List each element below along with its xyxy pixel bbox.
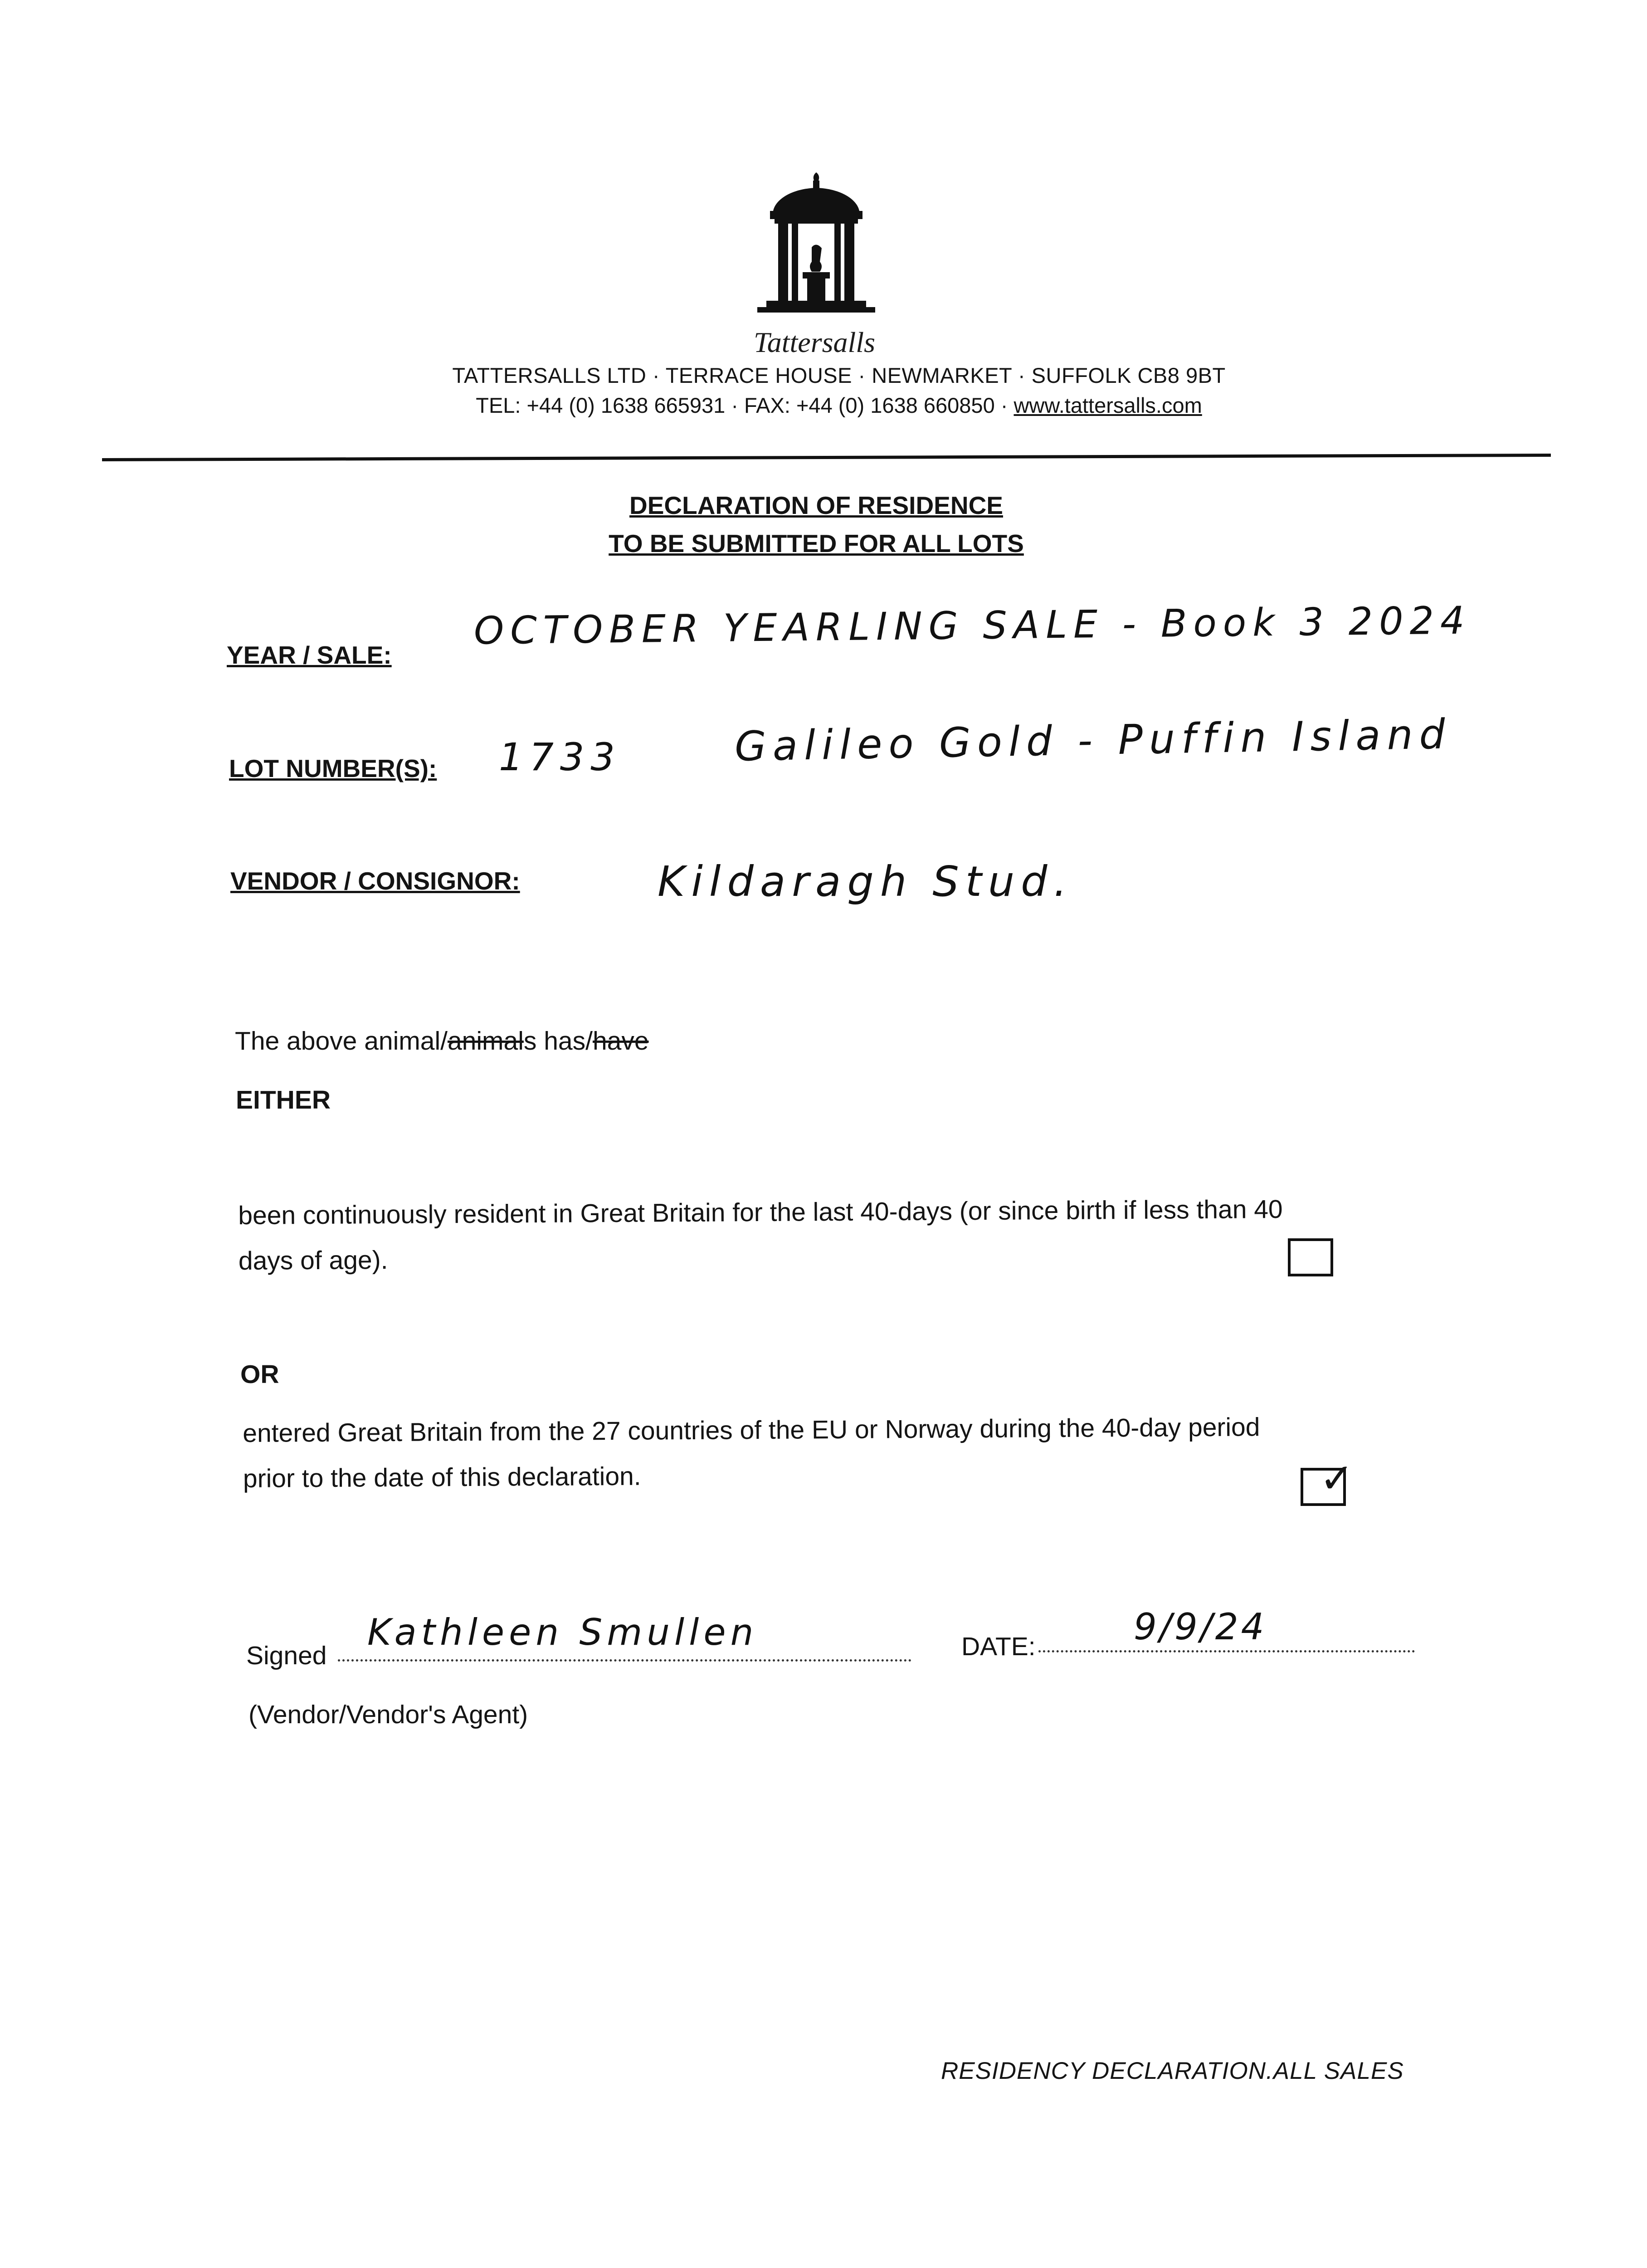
vendor-value[interactable]: Kildaragh Stud. [658, 857, 1073, 906]
date-value[interactable]: 9/9/24 [1134, 1606, 1267, 1648]
year-sale-label: YEAR / SALE: [227, 641, 392, 669]
struck-animals: animal [447, 1026, 524, 1056]
checkmark-icon: ✓ [1320, 1455, 1354, 1502]
header-divider [102, 454, 1551, 461]
document-title [499, 486, 1134, 562]
option-1-line-1: been continuously resident in Great Britain for the last 40-days (or since birth if less than 40 [238, 1194, 1283, 1230]
vendor-label: VENDOR / CONSIGNOR: [230, 867, 520, 895]
signer-role: (Vendor/Vendor's Agent) [249, 1700, 528, 1729]
date-label: DATE: [961, 1632, 1036, 1661]
contact-line [317, 393, 1360, 418]
statement-intro [235, 1018, 649, 1064]
year-sale-value[interactable]: OCTOBER YEARLING SALE - Book 3 2024 [473, 598, 1471, 653]
lot-number-value[interactable]: 1733 [499, 735, 621, 779]
phone-fax: TEL: +44 (0) 1638 665931 · FAX: +44 (0) 1638 660850 · [476, 393, 1014, 417]
temple-logo-icon [748, 168, 884, 331]
lot-horse-value[interactable]: Galileo Gold - Puffin Island [734, 710, 1452, 771]
company-address: TATTERSALLS LTD · TERRACE HOUSE · NEWMARKET · SUFFOLK CB8 9BT [452, 363, 1226, 387]
signature-value[interactable]: Kathleen Smullen [367, 1611, 758, 1653]
option-2-text [243, 1404, 1260, 1501]
option-2-line-1: entered Great Britain from the 27 countries of the EU or Norway during the 40-day period [243, 1413, 1260, 1448]
intro-prefix: The above animal/ [235, 1026, 448, 1056]
option-1-line-2: days of age). [238, 1245, 388, 1276]
or-label: OR [240, 1360, 279, 1389]
struck-have: have [592, 1026, 649, 1056]
option-2-line-2: prior to the date of this declaration. [243, 1461, 641, 1493]
tattersalls-logo [748, 168, 884, 331]
website-link[interactable]: www.tattersalls.com [1014, 393, 1202, 417]
lot-number-label: LOT NUMBER(S): [229, 754, 437, 782]
either-label: EITHER [236, 1085, 331, 1114]
intro-mid: s has/ [523, 1026, 593, 1056]
option-1-text [238, 1187, 1283, 1284]
brand-name: Tattersalls [754, 326, 875, 358]
form-footer: RESIDENCY DECLARATION.ALL SALES [941, 2058, 1404, 2084]
title-line-1: DECLARATION OF RESIDENCE [629, 491, 1003, 519]
signed-label: Signed [246, 1641, 327, 1670]
option-1-checkbox[interactable] [1288, 1238, 1333, 1276]
title-line-2: TO BE SUBMITTED FOR ALL LOTS [609, 529, 1024, 557]
